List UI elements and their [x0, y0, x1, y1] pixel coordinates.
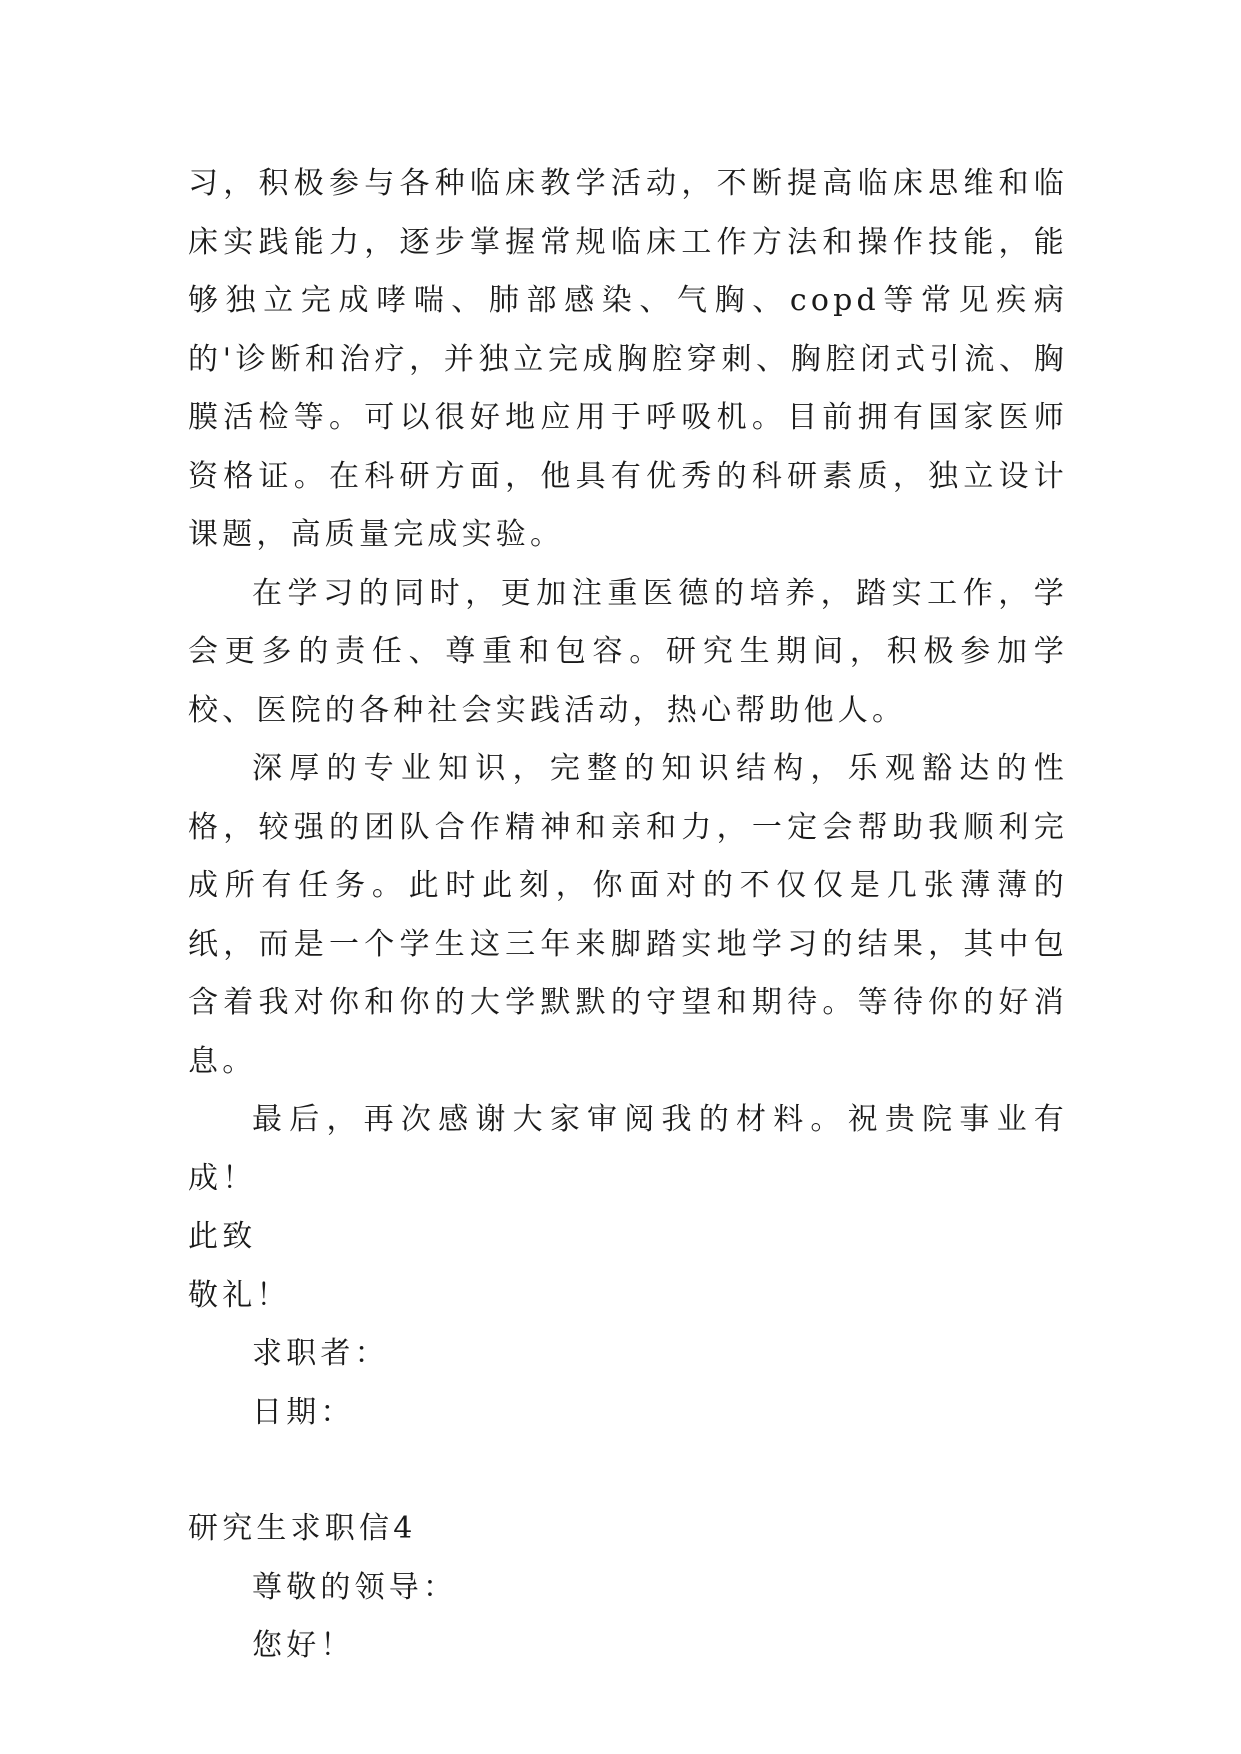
- paragraph-thanks: 最后，再次感谢大家审阅我的材料。祝贵院事业有成！: [188, 1102, 1068, 1196]
- paragraph-personal-qualities: 深厚的专业知识，完整的知识结构，乐观豁达的性格，较强的团队合作精神和亲和力，一定会帮助我顺利完成所有任务。此时此刻，你面对的不仅仅是几张薄薄的纸，而是一个学生这三年来脚踏实地学习的结果，其中包含着我对你和你的大学默默的守望和期待。等待你的好消息。: [188, 751, 1068, 1079]
- signature-date: 日期：: [252, 1394, 355, 1430]
- next-letter-greeting: 您好！: [252, 1628, 355, 1663]
- letter-body: [188, 155, 1068, 1676]
- signature-applicant: 求职者：: [252, 1336, 389, 1371]
- paragraph-clinical-skills: 习，积极参与各种临床教学活动，不断提高临床思维和临床实践能力，逐步掌握常规临床工作方法和操作技能，能够独立完成哮喘、肺部感染、气胸、copd等常见疾病的'诊断和治疗，并独立完成胸腔穿刺、胸腔闭式引流、胸膜活检等。可以很好地应用于呼吸机。目前拥有国家医师资格证。在科研方面，他具有优秀的科研素质，独立设计课题，高质量完成实验。: [188, 166, 1068, 552]
- paragraph-medical-ethics: 在学习的同时，更加注重医德的培养，踏实工作，学会更多的责任、尊重和包容。研究生期间，积极参加学校、医院的各种社会实践活动，热心帮助他人。: [188, 575, 1068, 728]
- closing-line-1: 此致: [188, 1219, 257, 1254]
- next-letter-salutation: 尊敬的领导：: [252, 1569, 458, 1605]
- closing-line-2: 敬礼！: [188, 1277, 291, 1313]
- section-gap: [188, 1442, 1068, 1500]
- next-letter-title: 研究生求职信4: [188, 1511, 417, 1546]
